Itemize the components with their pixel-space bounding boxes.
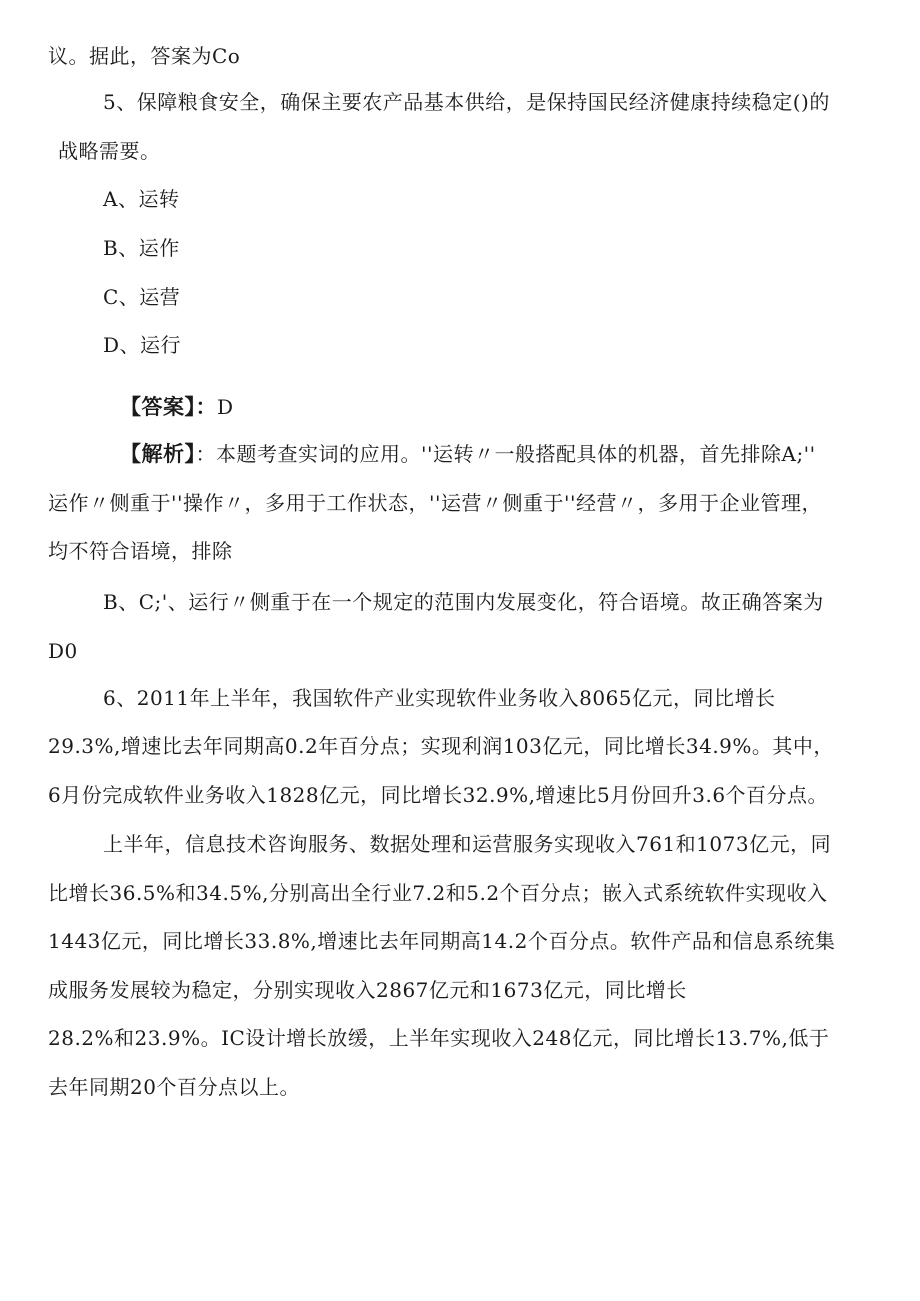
q5-answer <box>120 394 234 420</box>
q5-stem-line2: 战略需要。 <box>58 139 161 163</box>
q5-option-b: B、运作 <box>103 236 180 260</box>
q6-line1: 6、2011年上半年，我国软件产业实现软件业务收入8065亿元，同比增长 <box>103 686 776 710</box>
q6-line5: 比增长36.5%和34.5%,分别高出全行业7.2和5.2个百分点；嵌入式系统软件实现收入 <box>48 881 828 905</box>
analysis-text: ：本题考查实词的应用。''运转〃一般搭配具体的机器，首先排除A;'' <box>195 442 816 466</box>
q6-line7: 成服务发展较为稳定，分别实现收入2867亿元和1673亿元，同比增长 <box>48 978 687 1002</box>
q6-line8: 28.2%和23.9%。IC设计增长放缓，上半年实现收入248亿元，同比增长13.7%,低于 <box>48 1026 830 1050</box>
q5-analysis-line4: B、C;'、运行〃侧重于在一个规定的范围内发展变化，符合语境。故正确答案为 <box>103 590 824 614</box>
q5-analysis-line2: 运作〃侧重于''操作〃，多用于工作状态，''运营〃侧重于''经营〃，多用于企业管理， <box>48 491 822 515</box>
q5-analysis-line3: 均不符合语境，排除 <box>48 539 233 563</box>
analysis-label: 【解析】 <box>120 442 196 466</box>
q6-line3: 6月份完成软件业务收入1828亿元，同比增长32.9%,增速比5月份回升3.6个百分点。 <box>48 783 829 807</box>
q5-option-d: D、运行 <box>103 333 182 357</box>
q4-answer-tail: 议。据此，答案为Co <box>48 44 241 68</box>
q5-option-c: C、运营 <box>103 285 181 309</box>
q5-analysis-line5: D0 <box>48 639 78 663</box>
answer-label: 【答案】： <box>120 395 217 419</box>
answer-value: D <box>217 395 234 419</box>
q5-analysis-line1 <box>120 441 816 467</box>
q6-line2: 29.3%,增速比去年同期高0.2年百分点；实现利润103亿元，同比增长34.9%。其中， <box>48 734 834 758</box>
q6-line6: 1443亿元，同比增长33.8%,增速比去年同期高14.2个百分点。软件产品和信息系统集 <box>48 929 836 953</box>
q6-line9: 去年同期20个百分点以上。 <box>48 1075 300 1099</box>
q5-stem-line1: 5、保障粮食安全，确保主要农产品基本供给，是保持国民经济健康持续稳定()的 <box>103 90 830 114</box>
q5-option-a: A、运转 <box>103 187 180 211</box>
q6-line4: 上半年，信息技术咨询服务、数据处理和运营服务实现收入761和1073亿元，同 <box>103 832 832 856</box>
